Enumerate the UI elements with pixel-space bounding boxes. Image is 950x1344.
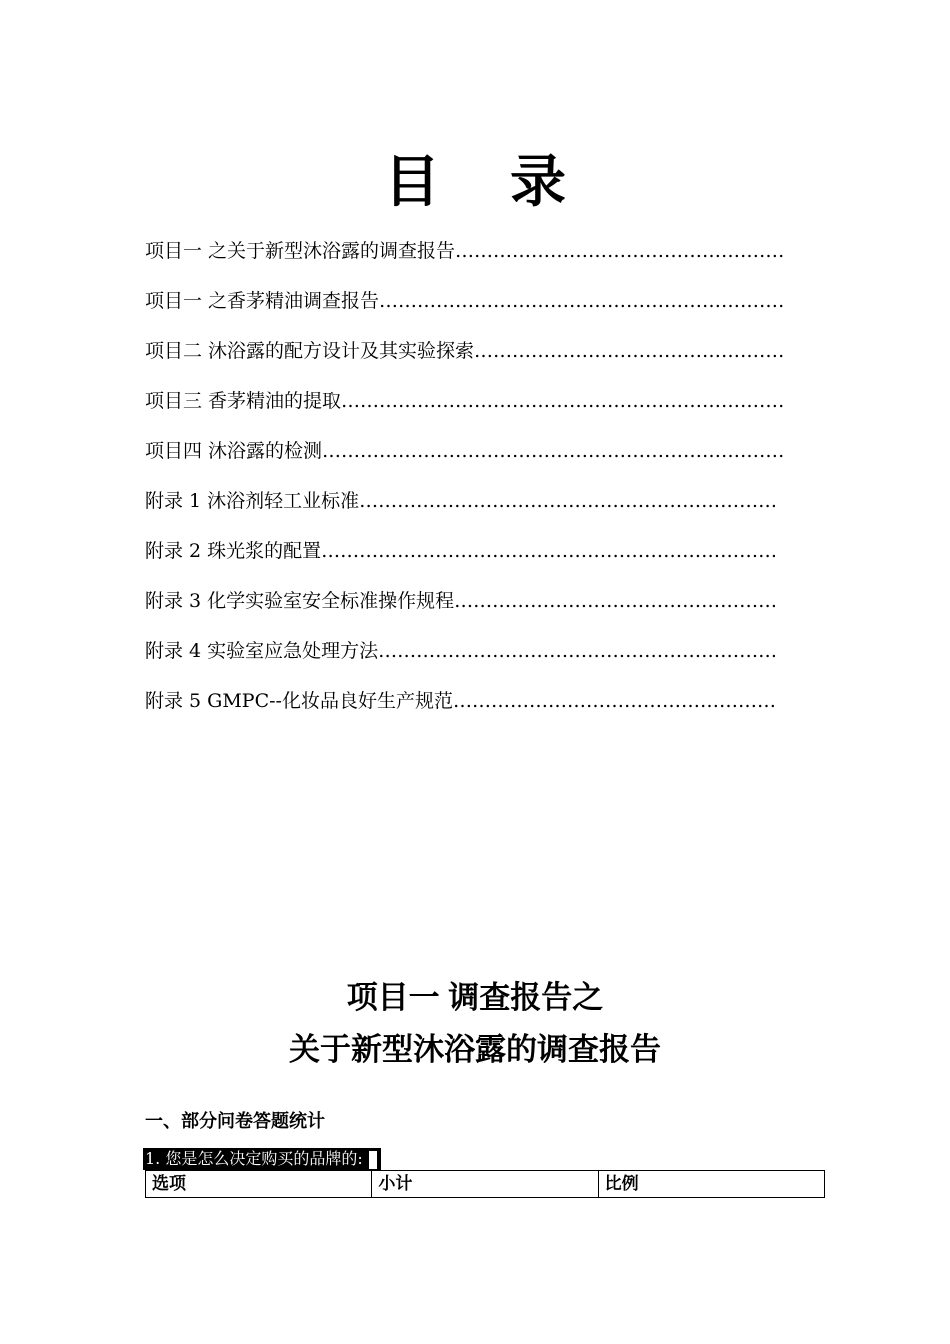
toc-entry-label: 项目一 之香茅精油调查报告	[145, 290, 380, 312]
toc-dot-leader	[359, 483, 775, 519]
toc-entry[interactable]	[145, 283, 785, 333]
table-header-cell: 选项	[146, 1171, 372, 1198]
toc-dot-leader	[378, 633, 775, 669]
toc-title-char: 目	[384, 149, 440, 215]
toc-dot-leader	[474, 333, 785, 369]
survey-results-table	[145, 1170, 825, 1198]
table-of-contents	[145, 233, 785, 733]
toc-entry[interactable]	[145, 333, 785, 383]
toc-dot-leader	[341, 383, 785, 419]
toc-entry[interactable]	[145, 583, 775, 633]
toc-entry-label: 附录 4 实验室应急处理方法	[145, 640, 379, 662]
toc-entry-label: 附录 5 GMPC--化妆品良好生产规范	[145, 690, 453, 712]
toc-dot-leader	[454, 583, 775, 619]
toc-entry-label: 附录 1 沐浴剂轻工业标准	[145, 490, 360, 512]
toc-entry[interactable]	[145, 683, 775, 733]
toc-entry-label: 项目一 之关于新型沐浴露的调查报告	[145, 240, 456, 262]
toc-entry-label: 项目四 沐浴露的检测	[145, 440, 323, 462]
toc-title	[0, 150, 950, 214]
table-header-row	[146, 1171, 825, 1198]
toc-title-char: 录	[510, 149, 566, 215]
toc-dot-leader	[321, 533, 775, 569]
toc-dot-leader	[379, 283, 785, 319]
question-text-highlighted[interactable]	[143, 1148, 381, 1170]
toc-entry-label: 附录 3 化学实验室安全标准操作规程	[145, 590, 455, 612]
toc-dot-leader	[455, 233, 785, 269]
section-title-line2: 关于新型沐浴露的调查报告	[289, 1032, 661, 1067]
toc-entry[interactable]	[145, 433, 785, 483]
table-header-cell: 比例	[598, 1171, 824, 1198]
section-heading: 一、部分问卷答题统计	[145, 1111, 325, 1132]
toc-entry[interactable]	[145, 533, 775, 583]
toc-entry-label: 项目二 沐浴露的配方设计及其实验探索	[145, 340, 475, 362]
toc-entry[interactable]	[145, 383, 785, 433]
toc-entry-label: 附录 2 珠光浆的配置	[145, 540, 322, 562]
section-title-line1: 项目一 调查报告之	[346, 980, 604, 1015]
toc-entry-label: 项目三 香茅精油的提取	[145, 390, 342, 412]
toc-entry[interactable]	[145, 483, 775, 533]
text-cursor	[369, 1151, 379, 1169]
toc-entry[interactable]	[145, 633, 775, 683]
table-header-cell: 小计	[372, 1171, 598, 1198]
question-label: 1. 您是怎么决定购买的品牌的:	[145, 1149, 363, 1168]
toc-entry[interactable]	[145, 233, 785, 283]
toc-dot-leader	[322, 433, 785, 469]
toc-dot-leader	[453, 683, 775, 719]
